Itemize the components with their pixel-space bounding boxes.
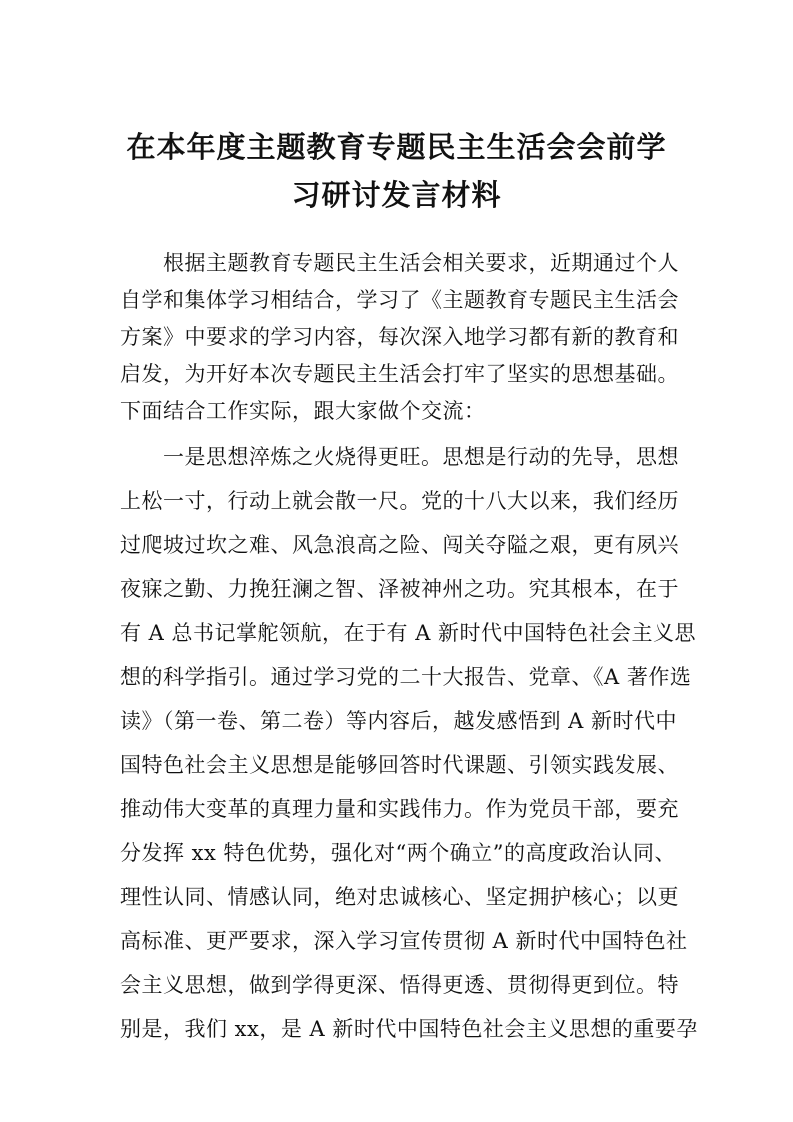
body-line: 有 A 总书记掌舵领航，在于有 A 新时代中国特色社会主义思 [120,621,697,645]
body-line: 理性认同、情感认同，绝对忠诚核心、坚定拥护核心；以更 [120,885,679,909]
body-line: 会主义思想，做到学得更深、悟得更透、贯彻得更到位。特 [120,973,679,997]
document-title-line-2: 习研讨发言材料 [291,178,502,212]
body-line: 国特色社会主义思想是能够回答时代课题、引领实践发展、 [120,753,679,777]
body-line: 高标准、更严要求，深入学习宣传贯彻 A 新时代中国特色社 [120,929,688,953]
body-line: 方案》中要求的学习内容，每次深入地学习都有新的教育和 [120,325,679,349]
body-line: 夜寐之勤、力挽狂澜之智、泽被神州之功。究其根本，在于 [120,577,679,601]
body-line: 自学和集体学习相结合，学习了《主题教育专题民主生活会 [120,288,679,312]
body-line: 读》（第一卷、第二卷）等内容后，越发感悟到 A 新时代中 [120,709,678,733]
body-line: 别是，我们 xx，是 A 新时代中国特色社会主义思想的重要孕 [120,1017,698,1041]
body-line: 根据主题教育专题民主生活会相关要求，近期通过个人 [163,251,679,275]
body-line: 下面结合工作实际，跟大家做个交流： [120,399,486,423]
body-line: 上松一寸，行动上就会散一尺。党的十八大以来，我们经历 [120,489,679,513]
body-line: 过爬坡过坎之难、风急浪高之险、闯关夺隘之艰，更有夙兴 [120,533,679,557]
body-line: 一是思想淬炼之火烧得更旺。思想是行动的先导，思想 [163,445,679,469]
body-line: 分发挥 xx 特色优势，强化对“两个确立”的高度政治认同、 [120,841,677,865]
body-line: 推动伟大变革的真理力量和实践伟力。作为党员干部，要充 [120,797,679,821]
document-title-line-1: 在本年度主题教育专题民主生活会会前学 [126,130,667,164]
body-line: 启发，为开好本次专题民主生活会打牢了坚实的思想基础。 [120,362,679,386]
body-line: 想的科学指引。通过学习党的二十大报告、党章、《A 著作选 [120,665,692,689]
